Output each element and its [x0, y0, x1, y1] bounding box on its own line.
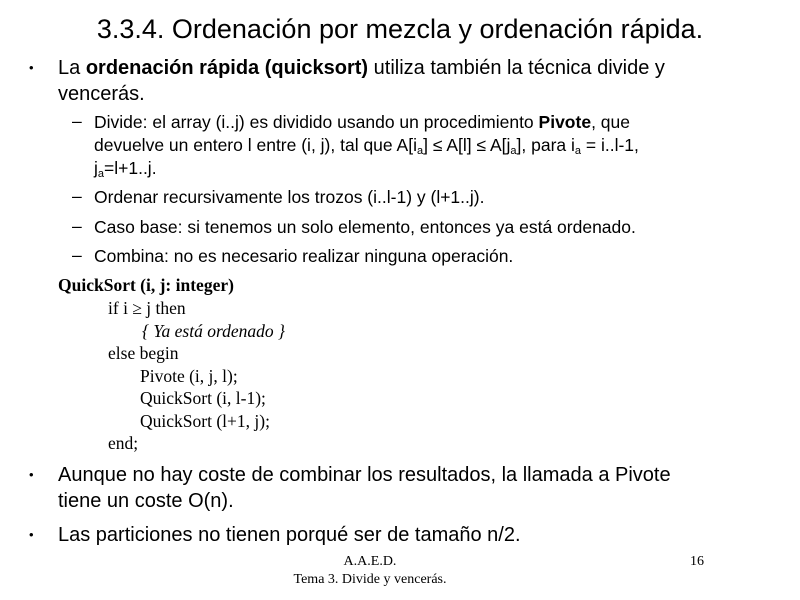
ordenar-item: Ordenar recursivamente los trozos (i..l-1) y (l+1..j). — [94, 187, 485, 207]
dash-marker: – — [72, 186, 82, 206]
bullet-quicksort-line2: vencerás. — [58, 83, 145, 105]
dash-marker: – — [72, 245, 82, 265]
code-line: end; — [108, 433, 139, 453]
divide-line2: devuelve un entero l entre (i, j), tal que $A[i_a] \le A[l] \le A[j_a]$, para $i_a = i..l-1$, — [94, 135, 639, 157]
dash-marker: – — [72, 216, 82, 236]
code-line: if i ≥ j then — [108, 298, 186, 318]
combina-item: Combina: no es necesario realizar ninguna operación. — [94, 246, 514, 266]
bullet-marker: • — [29, 527, 34, 542]
footer-course: A.A.E.D. — [343, 554, 397, 569]
bullet-coste-line2: tiene un coste O(n). — [58, 490, 234, 512]
code-line: Pivote (i, j, l); — [140, 366, 238, 386]
bullet-quicksort-line1: La ordenación rápida (quicksort) utiliza también la técnica divide y — [58, 57, 665, 79]
code-line: QuickSort (i, l-1); — [140, 388, 266, 408]
code-line: QuickSort (l+1, j); — [140, 411, 270, 431]
caso-base-item: Caso base: si tenemos un solo elemento, entonces ya está ordenado. — [94, 217, 636, 237]
bullet-coste-line1: Aunque no hay coste de combinar los resultados, la llamada a Pivote — [58, 464, 671, 486]
footer-topic: Tema 3. Divide y vencerás. — [293, 572, 447, 587]
bullet-marker: • — [29, 467, 34, 482]
divide-line1: Divide: el array (i..j) es dividido usando un procedimiento Pivote, que — [94, 112, 630, 132]
divide-line3: $j_a=l+1..j$. — [94, 158, 157, 180]
page-number: 16 — [690, 554, 704, 569]
bullet-marker: • — [29, 60, 34, 75]
code-line: else begin — [108, 343, 179, 363]
bullet-particiones: Las particiones no tienen porqué ser de tamaño n/2. — [58, 524, 521, 546]
code-comment: { Ya está ordenado } — [142, 321, 285, 341]
dash-marker: – — [72, 111, 82, 131]
slide-title: 3.3.4. Ordenación por mezcla y ordenación rápida. — [96, 14, 704, 44]
code-header: QuickSort (i, j: integer) — [58, 275, 234, 295]
